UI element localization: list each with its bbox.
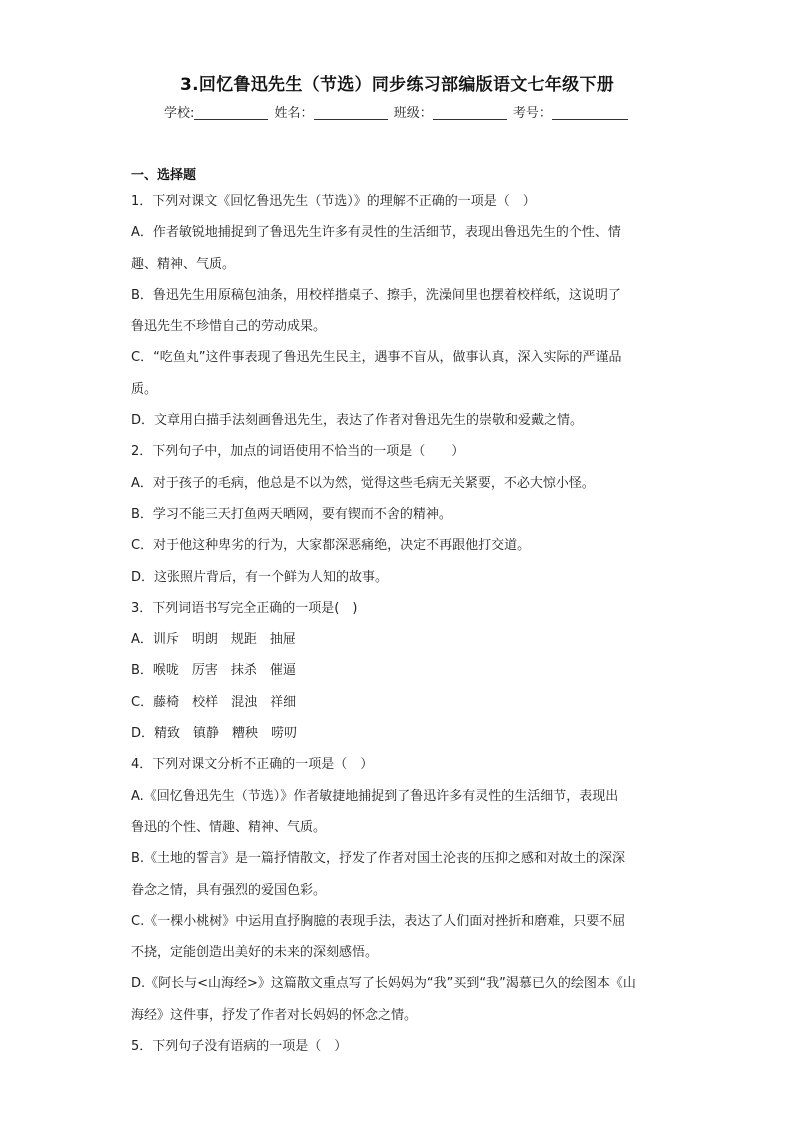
question-2-option-a: A．对于孩子的毛病，他总是不以为然，觉得这些毛病无关紧要，不必大惊小怪。 — [131, 475, 595, 491]
class-blank-line — [433, 105, 507, 120]
student-info-row — [164, 102, 630, 121]
section-heading: 一、选择题 — [131, 168, 197, 183]
class-label: 班级： — [393, 106, 433, 121]
exam-number-blank-line — [552, 105, 628, 120]
question-4-stem: 4．下列对课文分析不正确的一项是（ ） — [131, 757, 374, 773]
question-4-option-c-cont: 不挠，定能创造出美好的未来的深刻感悟。 — [131, 945, 379, 961]
question-2-stem: 2．下列句子中，加点的词语使用不恰当的一项是（ ） — [131, 444, 465, 460]
question-1-option-c-cont: 质。 — [131, 381, 158, 397]
exam-number-label: 考号： — [512, 106, 552, 121]
question-1-option-a: A．作者敏锐地捕捉到了鲁迅先生许多有灵性的生活细节，表现出鲁迅先生的个性、情 — [131, 225, 621, 241]
question-3-stem: 3．下列词语书写完全正确的一项是( ) — [131, 600, 358, 616]
question-4-option-c: C.《一棵小桃树》中运用直抒胸臆的表现手法，表达了人们面对挫折和磨难，只要不屈 — [131, 913, 626, 929]
question-5-stem: 5．下列句子没有语病的一项是（ ） — [131, 1039, 348, 1055]
question-3-option-b: B．喉咙 厉害 抹杀 催逼 — [131, 663, 296, 679]
class-field — [394, 102, 507, 121]
question-1-stem: 1．下列对课文《回忆鲁迅先生（节选）》的理解不正确的一项是（ ） — [131, 194, 536, 209]
name-blank-line — [314, 105, 388, 120]
school-field — [164, 102, 268, 121]
question-4-option-d-cont: 海经》这件事，抒发了作者对长妈妈的怀念之情。 — [131, 1007, 418, 1023]
question-3-option-d: D．精致 镇静 糟秧 唠叨 — [131, 726, 298, 742]
question-2-option-d: D．这张照片背后，有一个鲜为人知的故事。 — [131, 569, 389, 585]
exam-number-field — [513, 102, 628, 121]
question-4-option-b-cont: 眷念之情，具有强烈的爱国色彩。 — [131, 882, 327, 898]
question-1-option-b-cont: 鲁迅先生不珍惜自己的劳动成果。 — [131, 319, 327, 335]
school-label: 学校: — [164, 106, 195, 121]
question-1-option-a-cont: 趣、精神、气质。 — [131, 256, 236, 272]
name-label: 姓名： — [274, 106, 314, 121]
question-4-option-a: A.《回忆鲁迅先生（节选）》作者敏捷地捕捉到了鲁迅许多有灵性的生活细节，表现出 — [131, 788, 619, 804]
question-4-option-b: B.《土地的誓言》是一篇抒情散文，抒发了作者对国土沦丧的压抑之感和对故土的深深 — [131, 851, 626, 867]
question-1-option-b: B．鲁迅先生用原稿包油条，用校样揩桌子、擦手，洗澡间里也摆着校样纸，这说明了 — [131, 287, 621, 303]
question-3-option-a: A．训斥 明朗 规距 抽屉 — [131, 632, 296, 648]
question-3-option-c: C．藤椅 校样 混浊 祥细 — [131, 694, 297, 710]
question-4-option-d: D.《阿长与<山海经>》这篇散文重点写了长妈妈为“我”买到“我”渴慕已久的绘图本《山 — [131, 976, 636, 992]
question-2-option-c: C．对于他这种卑劣的行为，大家都深恶痛绝，决定不再跟他打交道。 — [131, 538, 531, 554]
question-2-option-b: B．学习不能三天打鱼两天晒网，要有锲而不舍的精神。 — [131, 506, 452, 522]
question-4-option-a-cont: 鲁迅的个性、情趣、精神、气质。 — [131, 819, 327, 835]
name-field — [275, 102, 388, 121]
question-1-option-c: C．“吃鱼丸”这件事表现了鲁迅先生民主，遇事不盲从，做事认真，深入实际的严谨品 — [131, 350, 622, 366]
question-content — [131, 165, 666, 1062]
question-1-option-d: D．文章用白描手法刻画鲁迅先生，表达了作者对鲁迅先生的崇敬和爱戴之情。 — [131, 413, 584, 429]
page-title: 3.回忆鲁迅先生（节选）同步练习部编版语文七年级下册 — [179, 75, 615, 95]
school-blank-line — [194, 105, 268, 120]
